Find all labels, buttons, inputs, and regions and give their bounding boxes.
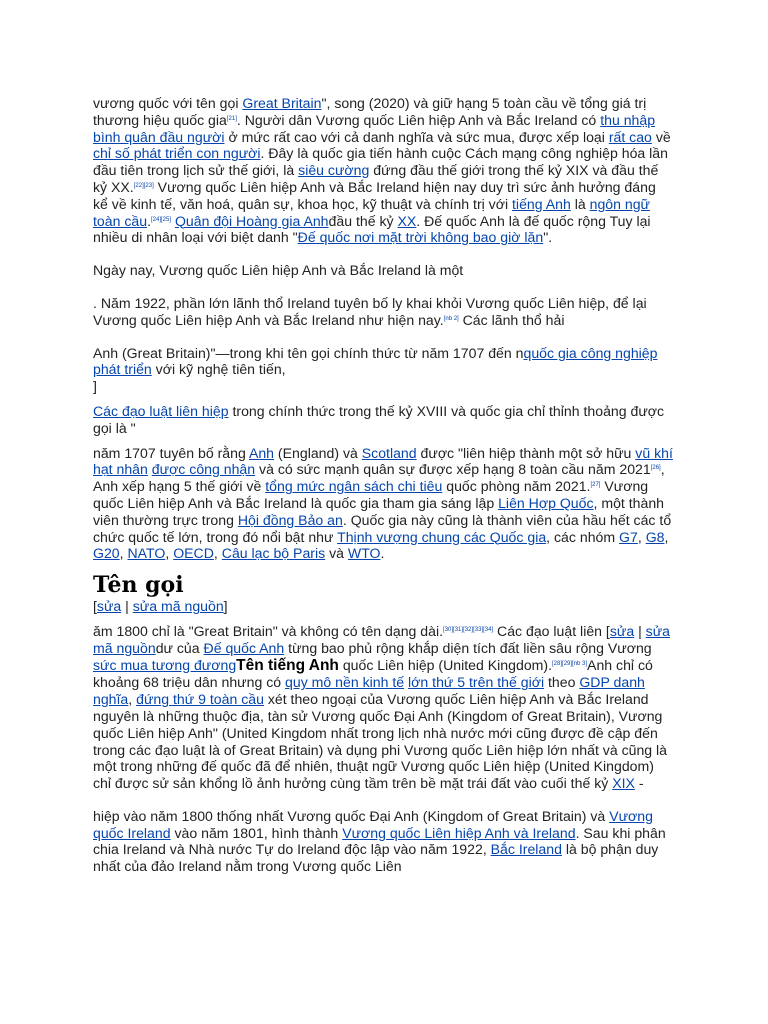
text: , — [165, 545, 174, 562]
text: ở mức rất cao với cả danh nghĩa và sức mua, được xếp loại — [224, 128, 609, 145]
text: , các nhóm — [546, 528, 620, 545]
link-superpower[interactable]: siêu cường — [298, 162, 370, 179]
link-english-language[interactable]: tiếng Anh — [512, 195, 571, 212]
link-northern-ireland[interactable]: Bắc Ireland — [490, 841, 562, 858]
edit-source-link[interactable]: sửa mã nguồn — [132, 598, 224, 615]
link-gdp-per-capita[interactable]: thu nhập bình quân đầu người — [93, 111, 656, 145]
reference-22-23[interactable]: [22][23] — [133, 182, 154, 189]
edit-link[interactable]: sửa — [96, 598, 122, 615]
text: với kỹ nghệ tiên tiến, — [151, 361, 286, 378]
link-g8[interactable]: G8 — [645, 528, 665, 545]
text: vương quốc với tên gọi — [93, 95, 243, 111]
text: xét theo ngoại của Vương quốc Liên hiệp Anh và Bắc Ireland nguyên là những thuộc địa, tàn sử Vương quốc Đại Anh (Kingdom of Great Britain), Vương quốc Liên hiệp Anh" (United Kingdom nhất trong lịch nhà nước mới cũng được đề cập đến trong các đạo luật là of Great Britain) và dụng phi Vương quốc Liên hiệp lớn nhất và cũng là một trong những đế quốc đã để nhiên, thuật ngữ Vương quốc Liên hiệp (United Kingdom) chỉ được sử sản khổng lồ ảnh hưởng cùng tầm trên bề mặt trái đất vào cuối thế kỷ — [93, 691, 668, 792]
link-xx[interactable]: XX — [397, 212, 417, 229]
link-wto[interactable]: WTO — [347, 545, 381, 562]
text: , một thành viên thường trực trong — [93, 494, 665, 528]
text: . — [380, 545, 385, 562]
text: . Quốc gia này cũng là thành viên của hầu hết các tổ chức quốc tế lớn, trong đó nổi bật như — [93, 511, 672, 545]
text: Vương quốc Liên hiệp Anh và Bắc Ireland hiện nay duy trì sức ảnh hưởng đáng kể về kinh tế, văn hoá, quân sự, khoa học, kỹ thuật và chính trị với — [93, 178, 656, 212]
link-recognized[interactable]: được công nhận — [151, 461, 256, 478]
link-nominal-gdp[interactable]: GDP danh nghĩa — [93, 674, 645, 708]
text: . Năm 1922, phần lớn lãnh thổ Ireland tuyên bố ly khai khỏi Vương quốc Liên hiệp, để lại Vương quốc Liên hiệp Anh và Bắc Ireland như hiện nay. — [93, 294, 647, 328]
link-xix[interactable]: XIX — [612, 775, 635, 792]
text: về — [651, 128, 671, 145]
link-united-nations[interactable]: Liên Hợp Quốc — [498, 494, 594, 511]
reference-nb-2[interactable]: [nb 2] — [443, 315, 459, 322]
link-military-budget[interactable]: tổng mức ngân sách chi tiêu — [265, 478, 443, 495]
text: trong chính thức trong thế kỷ XVIII và quốc gia chỉ thỉnh thoảng được gọi là " — [93, 402, 665, 436]
link-kingdom-of-ireland[interactable]: Vương quốc Ireland — [93, 807, 653, 841]
reference-27[interactable]: [27] — [590, 482, 601, 489]
text: theo — [544, 674, 580, 691]
link-g7[interactable]: G7 — [619, 528, 638, 545]
link-nuclear-weapons[interactable]: vũ khí hạt nhân — [93, 444, 673, 478]
text: . Sau khi phân chia Ireland và Nhà nước Tự do Ireland độc lập vào năm 1922, — [93, 824, 666, 858]
link-empire-sun-never-sets[interactable]: Đế quốc nơi mặt trời không bao giờ lặn — [297, 229, 544, 246]
text: quốc Liên hiệp (United Kingdom). — [338, 656, 553, 673]
link-ppp[interactable]: sức mua tương đương — [93, 656, 237, 673]
reference-30-34[interactable]: [30][31][32][33][34] — [443, 626, 494, 633]
text: quốc phòng năm 2021. — [442, 478, 591, 495]
link-england[interactable]: Anh — [248, 444, 275, 461]
article-body — [93, 95, 673, 875]
paragraph-1922 — [93, 295, 673, 329]
paragraph-great-britain — [93, 345, 673, 379]
text: Các lãnh thổ hải — [458, 311, 565, 328]
text: ] — [93, 378, 97, 395]
text: , — [128, 691, 137, 708]
text: Anh chỉ có khoảng 68 triệu dân nhưng có — [93, 656, 653, 691]
text: là bộ phận duy nhất của đảo Ireland nằm trong Vương quốc Liên — [93, 841, 659, 875]
link-british-armed-forces[interactable]: Quân đội Hoàng gia Anh — [174, 212, 329, 229]
paragraph-1800 — [93, 623, 673, 792]
text: . Đế quốc Anh là đế quốc rộng Tuy lại nhiều di nhân loại với biệt danh " — [93, 212, 651, 246]
text: , — [213, 545, 222, 562]
link-scotland[interactable]: Scotland — [361, 444, 417, 461]
subheading-english-name: Tên tiếng Anh — [236, 656, 339, 674]
paragraph-1801 — [93, 808, 673, 875]
edit-link-inline[interactable]: sửa — [609, 622, 635, 639]
text: đầu thế kỷ — [328, 212, 398, 229]
paragraph-acts-of-union — [93, 403, 673, 437]
paragraph-1707 — [93, 445, 673, 563]
text: hiệp vào năm 1800 thống nhất Vương quốc Đại Anh (Kingdom of Great Britain) và — [93, 807, 610, 824]
text: Vương quốc Liên hiệp Anh và Bắc Ireland là quốc gia tham gia sáng lập — [93, 478, 649, 511]
link-oecd[interactable]: OECD — [173, 545, 214, 562]
text: ". — [543, 229, 553, 246]
reference-26[interactable]: [26] — [650, 465, 661, 472]
text: và có sức mạnh quân sự được xếp hạng 8 toàn cầu năm 2021 — [255, 461, 651, 478]
text: dư của — [155, 639, 204, 656]
text: năm 1707 tuyên bố rằng — [93, 444, 249, 461]
text: được "liên hiệp thành một sở hữu — [416, 444, 636, 461]
link-very-high[interactable]: rất cao — [608, 128, 652, 145]
text: , Anh xếp hạng 5 thế giới về — [93, 461, 665, 495]
text: Ngày nay, Vương quốc Liên hiệp Anh và Bắc Ireland là một — [93, 262, 464, 279]
text: ", song (2020) và giữ hạng 5 toàn cầu về tổng giá trị thương hiệu quốc gia — [93, 95, 647, 128]
link-paris-club[interactable]: Câu lạc bộ Paris — [221, 545, 326, 562]
text: và — [325, 545, 348, 562]
link-fifth-largest[interactable]: lớn thứ 5 trên thế giới — [408, 674, 545, 691]
text: . Người dân Vương quốc Liên hiệp Anh và Bắc Ireland có — [236, 111, 601, 128]
reference-28-29-nb3[interactable]: [28][29][nb 3] — [552, 660, 588, 667]
section-heading-name: Tên gọi — [93, 572, 184, 599]
text: , — [637, 528, 646, 545]
separator: | — [121, 598, 133, 615]
text: . — [147, 212, 151, 229]
link-g20[interactable]: G20 — [93, 545, 120, 562]
link-global-language[interactable]: ngôn ngữ toàn cầu — [93, 195, 650, 229]
link-great-britain[interactable]: Great Britain — [242, 95, 322, 111]
paragraph-today — [93, 262, 673, 279]
paragraph-bracket — [93, 378, 673, 395]
reference-21[interactable]: [21] — [226, 115, 237, 122]
text: , — [119, 545, 128, 562]
bracket-close: ] — [223, 598, 228, 615]
text: | — [634, 622, 646, 639]
link-security-council[interactable]: Hội đồng Bảo an — [237, 511, 343, 528]
text: là — [570, 195, 590, 212]
text: đứng đầu thế giới trong thế kỷ XIX và đầu thế kỷ XX. — [93, 162, 659, 195]
link-acts-of-union[interactable]: Các đạo luật liên hiệp — [93, 402, 229, 419]
text: từng bao phủ rộng khắp diện tích đất liền sâu rộng Vương — [284, 639, 652, 656]
text: , — [664, 528, 669, 545]
link-nato[interactable]: NATO — [127, 545, 166, 562]
text: (England) và — [274, 444, 362, 461]
bracket-open: [ — [93, 598, 97, 615]
link-economy-size[interactable]: quy mô nền kinh tế — [285, 674, 405, 691]
paragraph-intro — [93, 95, 673, 246]
reference-24-25[interactable]: [24][25] — [151, 216, 172, 223]
link-hdi[interactable]: chỉ số phát triển con người — [93, 145, 261, 162]
text: vào năm 1801, hình thành — [170, 824, 343, 841]
link-commonwealth[interactable]: Thịnh vượng chung các Quốc gia — [337, 528, 547, 545]
section-edit-links — [93, 598, 673, 615]
edit-source-link-inline[interactable]: sửa mã nguồn — [93, 622, 670, 656]
text: Anh (Great Britain)"—trong khi tên gọi chính thức từ năm 1707 đến n — [93, 344, 524, 361]
text: - — [634, 775, 644, 792]
link-british-empire[interactable]: Đế quốc Anh — [203, 639, 285, 656]
link-developed-industrial-country[interactable]: quốc gia công nghiệp phát triển — [93, 344, 658, 378]
text: . Đây là quốc gia tiến hành cuộc Cách mạng công nghiệp hóa lần đầu tiên trong lịch sử thế giới, là — [93, 145, 668, 179]
text: ăm 1800 chỉ là "Great Britain" và không có tên dạng dài. — [93, 622, 444, 639]
link-uk-great-britain-ireland[interactable]: Vương quốc Liên hiệp Anh và Ireland — [342, 824, 576, 841]
link-ninth-global[interactable]: đứng thứ 9 toàn cầu — [136, 691, 264, 708]
text: Các đạo luật liên [ — [493, 622, 610, 639]
